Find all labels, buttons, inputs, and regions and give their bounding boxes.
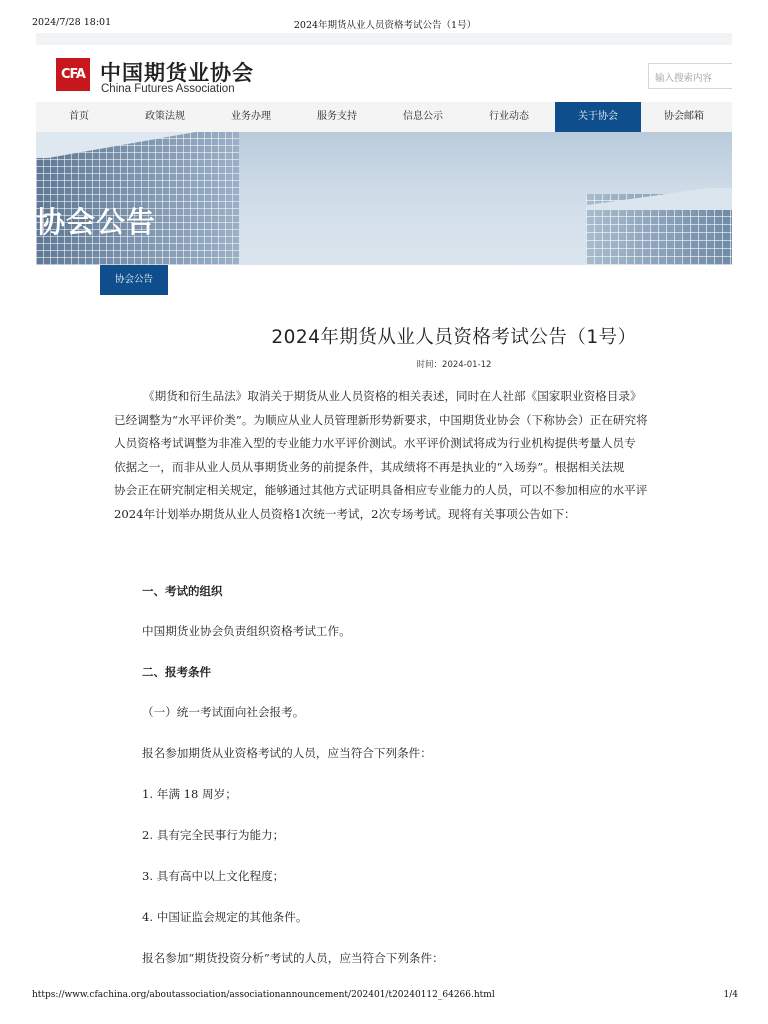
nav-item-service[interactable]: 服务支持 [317, 111, 357, 122]
condition-item: 4. 中国证监会规定的其他条件。 [142, 910, 308, 924]
conditions-intro: 报名参加期货从业资格考试的人员，应当符合下列条件： [142, 746, 432, 760]
nav-item-industry-news[interactable]: 行业动态 [489, 111, 529, 122]
intro-line: 依据之一，而非从业人员从事期货业务的前提条件，其成绩将不再是执业的“入场券”。根据相关法规 [114, 459, 625, 474]
print-datetime: 2024/7/28 18:01 [32, 17, 112, 28]
print-page-number: 1/4 [723, 990, 738, 1000]
subsection-unified-exam: （一）统一考试面向社会报考。 [142, 705, 305, 719]
tab-announcements[interactable]: 协会公告 [100, 265, 168, 295]
date-value: 2024-01-12 [442, 360, 492, 370]
article-body [114, 385, 732, 526]
print-header [32, 17, 738, 31]
site-header [36, 33, 732, 101]
banner-sky-left [36, 132, 239, 158]
site-name-en[interactable]: China Futures Association [101, 83, 235, 95]
banner [36, 132, 732, 265]
nav-item-mailbox[interactable]: 协会邮箱 [664, 111, 704, 122]
banner-title: 协会公告 [36, 205, 157, 239]
nav-item-business[interactable]: 业务办理 [231, 111, 271, 122]
analysis-conditions-intro: 报名参加“期货投资分析”考试的人员，应当符合下列条件： [142, 951, 444, 965]
sub-nav [36, 265, 732, 301]
search-input[interactable]: 输入搜索内容 [648, 63, 732, 89]
nav-item-disclosure[interactable]: 信息公示 [403, 111, 443, 122]
print-title: 2024年期货从业人员资格考试公告（1号） [293, 20, 477, 31]
main-nav [36, 102, 732, 132]
nav-item-about[interactable]: 关于协会 [555, 102, 641, 132]
intro-line: 人员资格考试调整为非准入型的专业能力水平评价测试。水平评价测试将成为行业机构提供考量人员专 [114, 436, 636, 450]
section-text-organization: 中国期货业协会负责组织资格考试工作。 [142, 624, 351, 638]
intro-line: 协会正在研究制定相关规定，能够通过其他方式证明具备相应专业能力的人员，可以不参加相应的水平评 [114, 483, 648, 497]
article-title: 2024年期货从业人员资格考试公告（1号） [271, 327, 637, 348]
site-name-cn[interactable]: 中国期货业协会 [100, 61, 254, 85]
section-heading-organization: 一、考试的组织 [142, 584, 223, 598]
article-date [36, 358, 732, 370]
print-footer [32, 990, 738, 1004]
intro-paragraph [114, 385, 732, 526]
section-heading-conditions: 二、报考条件 [142, 665, 211, 679]
nav-item-home[interactable]: 首页 [69, 111, 89, 122]
intro-line: 已经调整为“水平评价类”。为顺应从业人员管理新形势新要求，中国期货业协会（下称协会）正在研究将 [114, 412, 648, 427]
webpage [36, 33, 732, 988]
intro-line: 2024年计划举办期货从业人员资格1次统一考试，2次专场考试。现将有关事项公告如下： [114, 506, 576, 521]
condition-item: 3. 具有高中以上文化程度； [142, 869, 285, 883]
intro-line: 《期货和衍生品法》取消关于期货从业人员资格的相关表述，同时在人社部《国家职业资格目录》 [143, 389, 642, 403]
nav-item-policy[interactable]: 政策法规 [145, 111, 185, 122]
banner-sky-right [586, 188, 732, 210]
print-url: https://www.cfachina.org/aboutassociation/associationannouncement/202401/t20240112_64266.html [32, 990, 495, 1000]
cfa-logo-icon[interactable]: CFA [56, 58, 90, 91]
condition-item: 1. 年满 18 周岁； [142, 787, 237, 801]
condition-item: 2. 具有完全民事行为能力； [142, 828, 285, 842]
date-label: 时间： [416, 360, 443, 370]
